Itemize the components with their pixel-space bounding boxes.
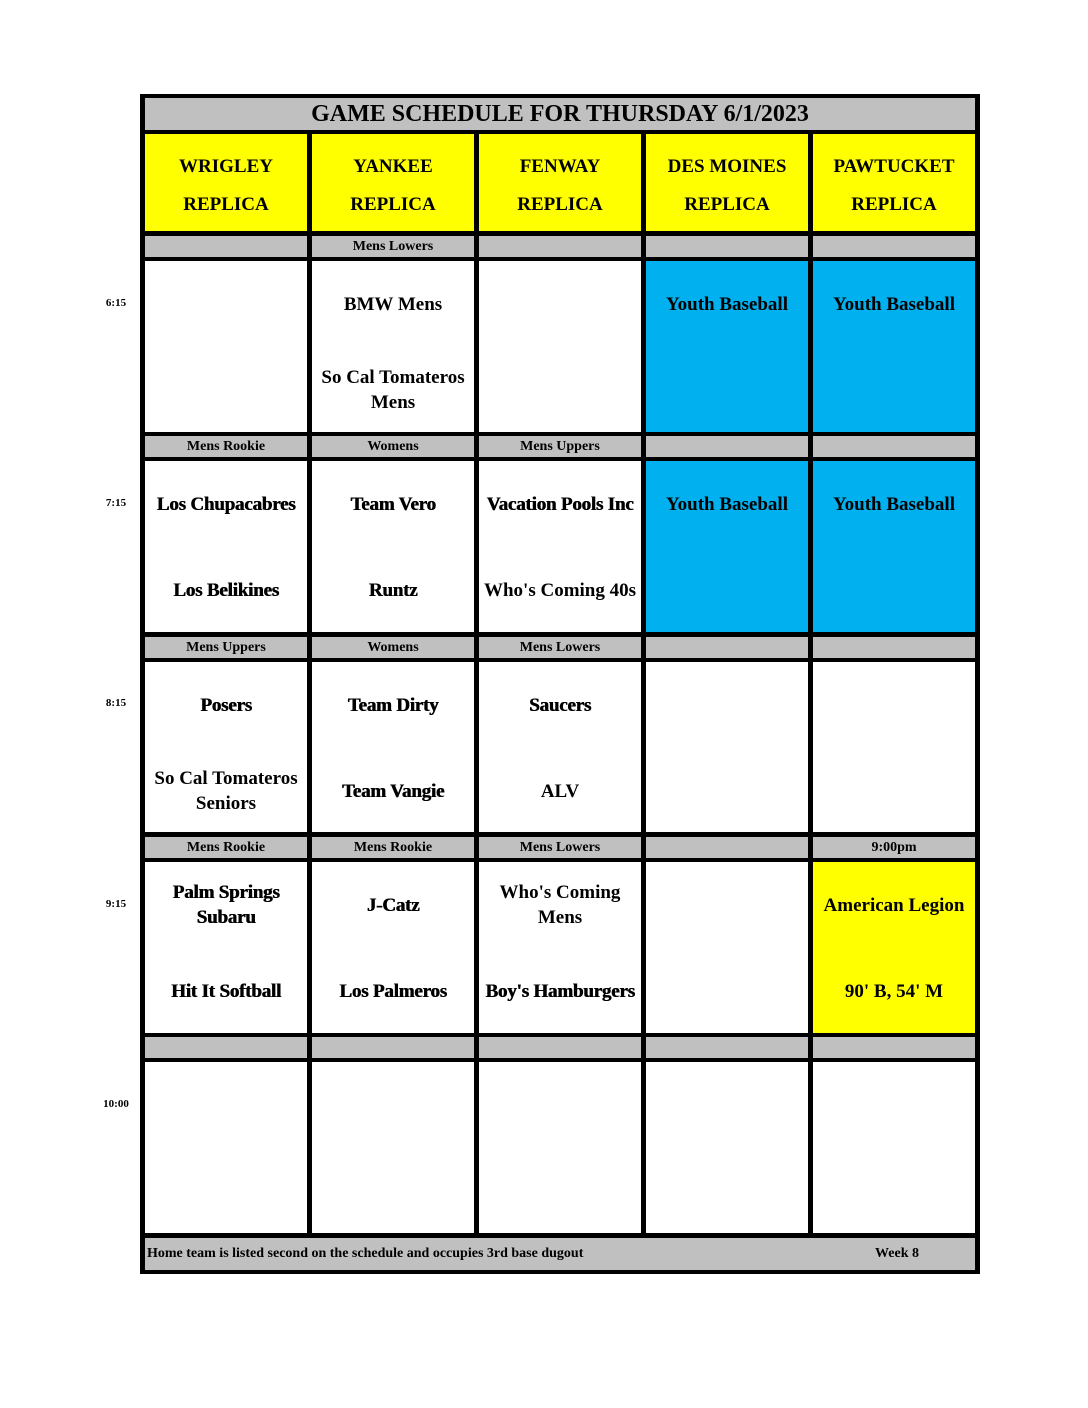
division-label: 9:00pm [813,837,975,858]
venue-name: PAWTUCKET [833,156,955,177]
venue-header-fenway [479,134,641,231]
american-legion-cell [813,862,975,1033]
venue-subtitle: REPLICA [183,194,269,215]
away-team: Youth Baseball [833,293,955,315]
division-label [813,637,975,658]
time-label: 10:00 [103,1098,129,1110]
game-cell [312,261,474,432]
away-team [813,662,975,748]
division-label [646,837,808,858]
home-team [646,748,808,834]
division-label [646,236,808,257]
away-team [813,1062,975,1148]
away-team: Palm Springs Subaru [172,882,280,928]
division-label: Mens Rookie [145,436,307,457]
game-cell [145,461,307,632]
home-team: Los Palmeros [339,980,447,1002]
venue-subtitle: REPLICA [684,194,770,215]
away-team: BMW Mens [343,293,443,315]
away-team: Vacation Pools Inc [486,493,634,515]
venue-subtitle: REPLICA [350,194,436,215]
youth-baseball-cell [813,261,975,432]
youth-baseball-cell [813,461,975,632]
away-team: Youth Baseball [833,493,955,515]
venue-subtitle: REPLICA [517,194,603,215]
away-team [312,1062,474,1148]
away-team [646,662,808,748]
division-label [646,1037,808,1058]
home-team [813,547,975,633]
home-team: Runtz [368,579,418,601]
game-cell [145,1062,307,1233]
home-team: 90' B, 54' M [844,980,944,1002]
game-cell [813,1062,975,1233]
division-label: Mens Uppers [479,436,641,457]
game-cell [646,662,808,832]
time-label: 6:15 [105,297,127,309]
division-label [479,1037,641,1058]
home-team [813,1148,975,1234]
venue-header-wrigley [145,134,307,231]
division-label [646,637,808,658]
venue-header-des-moines [646,134,808,231]
division-label: Mens Rookie [145,837,307,858]
venue-name: YANKEE [353,156,433,177]
away-team: American Legion [823,894,965,916]
game-cell [479,1062,641,1233]
away-team [646,862,808,948]
away-team [479,261,641,347]
away-team: Youth Baseball [666,293,788,315]
away-team: J-Catz [366,894,420,916]
home-team: Los Belikines [173,579,279,601]
division-label: Mens Uppers [145,637,307,658]
away-team: Youth Baseball [666,493,788,515]
time-label: 9:15 [105,898,127,910]
game-cell [312,862,474,1033]
time-label: 8:15 [105,697,127,709]
game-cell [479,461,641,632]
division-label [479,236,641,257]
youth-baseball-cell [646,261,808,432]
division-label [145,236,307,257]
division-label [813,236,975,257]
game-cell [312,662,474,832]
away-team [145,261,307,347]
home-team: Hit It Softball [171,980,281,1002]
time-label: 7:15 [105,497,127,509]
away-team: Who's Coming Mens [499,882,621,928]
game-cell [813,662,975,832]
game-cell [312,1062,474,1233]
division-label: Mens Lowers [479,637,641,658]
away-team [479,1062,641,1148]
game-cell [145,261,307,432]
home-team: So Cal Tomateros Seniors [154,768,298,814]
division-label [312,1037,474,1058]
venue-header-yankee [312,134,474,231]
division-label: Mens Lowers [479,837,641,858]
home-team [145,1148,307,1234]
venue-name: DES MOINES [667,156,787,177]
division-label: Womens [312,436,474,457]
home-team: Boy's Hamburgers [485,980,635,1002]
game-cell [479,261,641,432]
game-cell [646,1062,808,1233]
away-team: Los Chupacabres [156,493,296,515]
division-label [813,1037,975,1058]
home-team: ALV [540,780,580,802]
venue-name: FENWAY [519,156,601,177]
division-label [145,1037,307,1058]
division-label: Womens [312,637,474,658]
home-team [813,748,975,834]
home-team [813,347,975,433]
game-cell [145,662,307,832]
home-team: Team Vangie [341,780,445,802]
week-label: Week 8 [875,1246,919,1261]
away-team: Posers [200,694,252,716]
venue-header-pawtucket [813,134,975,231]
away-team: Team Vero [350,493,436,515]
schedule-footer [145,1238,975,1270]
home-team [145,347,307,433]
venue-subtitle: REPLICA [851,194,937,215]
game-cell [479,662,641,832]
away-team: Saucers [529,694,591,716]
home-team [312,1148,474,1234]
game-cell [479,862,641,1033]
away-team [145,1062,307,1148]
game-cell [312,461,474,632]
division-label [646,436,808,457]
home-team: So Cal Tomateros Mens [321,367,465,413]
footer-note: Home team is listed second on the schedule and occupies 3rd base dugout [147,1246,584,1261]
division-label: Mens Rookie [312,837,474,858]
home-team [646,547,808,633]
home-team [646,1148,808,1234]
home-team [479,347,641,433]
schedule-title: GAME SCHEDULE FOR THURSDAY 6/1/2023 [145,98,975,130]
division-label [813,436,975,457]
youth-baseball-cell [646,461,808,632]
game-cell [145,862,307,1033]
venue-name: WRIGLEY [179,156,273,177]
home-team [646,347,808,433]
home-team [479,1148,641,1234]
home-team [646,948,808,1034]
division-label: Mens Lowers [312,236,474,257]
away-team [646,1062,808,1148]
game-cell [646,862,808,1033]
away-team: Team Dirty [347,694,439,716]
home-team: Who's Coming 40s [483,579,637,601]
